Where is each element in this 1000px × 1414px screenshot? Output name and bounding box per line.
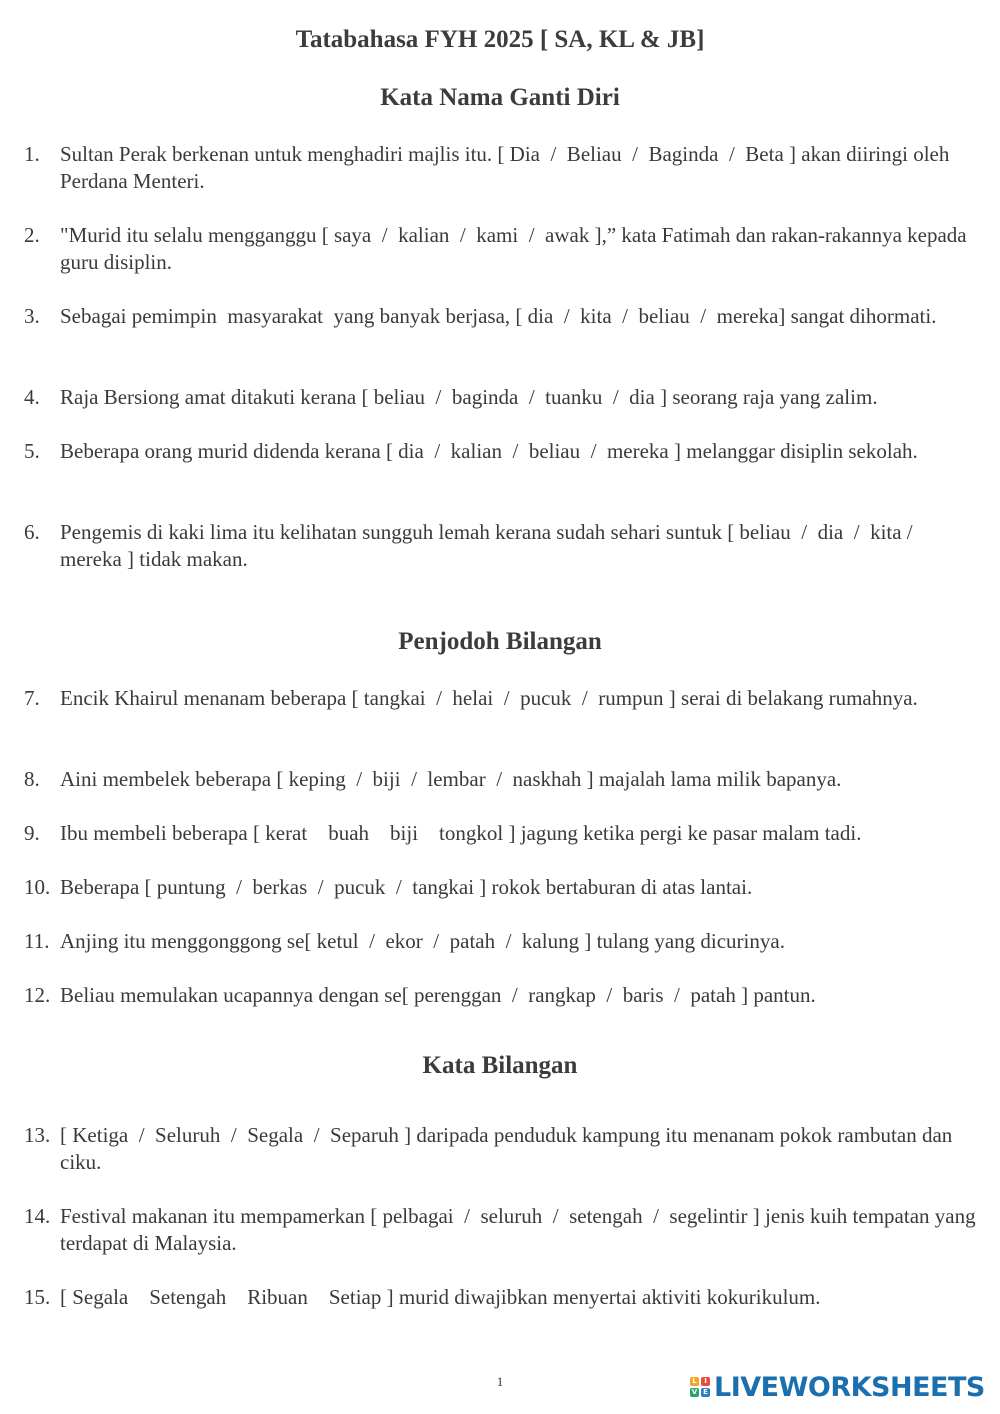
logo-text: LIVEWORKSHEETS [714,1371,985,1403]
question-15 [24,1284,984,1311]
question-10 [24,874,984,901]
question-text: [ Segala Setengah Ribuan Setiap ] murid diwajibkan menyertai aktiviti kokurikulum. [60,1285,821,1309]
liveworksheets-logo [690,1370,985,1404]
question-text: Pengemis di kaki lima itu kelihatan sungguh lemah kerana sudah sehari suntuk [ beliau / dia / kita / mereka ] tidak makan. [60,520,924,571]
question-number: 7. [24,686,40,710]
question-6 [24,519,984,573]
question-number: 1. [24,142,40,166]
question-11 [24,928,984,955]
question-9 [24,820,984,847]
question-text: Anjing itu menggonggong se[ ketul / ekor / patah / kalung ] tulang yang dicurinya. [60,929,785,953]
question-text: [ Ketiga / Seluruh / Segala / Separuh ] daripada penduduk kampung itu menanam pokok rambutan dan ciku. [60,1123,958,1174]
question-text: Raja Bersiong amat ditakuti kerana [ beliau / baginda / tuanku / dia ] seorang raja yang zalim. [60,385,878,409]
question-number: 10. [24,875,51,899]
question-3 [24,303,984,330]
question-4 [24,384,984,411]
question-text: "Murid itu selalu mengganggu [ saya / kalian / kami / awak ],” kata Fatimah dan rakan-rakannya kepada guru disiplin. [60,223,972,274]
logo-mark-tile: V [691,1388,698,1396]
section-heading-penjodoh-bilangan: Penjodoh Bilangan [398,628,602,655]
question-number: 2. [24,223,40,247]
question-number: 15. [24,1285,51,1309]
question-5 [24,438,984,465]
question-number: 13. [24,1123,51,1147]
question-2 [24,222,984,276]
question-7 [24,685,984,712]
section-heading-kata-nama-ganti-diri: Kata Nama Ganti Diri [380,84,620,111]
question-number: 12. [24,983,51,1007]
question-text: Beberapa [ puntung / berkas / pucuk / tangkai ] rokok bertaburan di atas lantai. [60,875,753,899]
question-text: Sebagai pemimpin masyarakat yang banyak berjasa, [ dia / kita / beliau / mereka] sangat dihormati. [60,304,937,328]
question-text: Encik Khairul menanam beberapa [ tangkai / helai / pucuk / rumpun ] serai di belakang rumahnya. [60,686,918,710]
question-text: Festival makanan itu mempamerkan [ pelbagai / seluruh / setengah / segelintir ] jenis kuih tempatan yang terdapat di Malaysia. [60,1204,981,1255]
question-14 [24,1203,984,1257]
logo-mark-tile: L [690,1377,699,1386]
question-1 [24,141,984,195]
question-number: 14. [24,1204,51,1228]
page-number: 1 [496,1374,504,1389]
question-12 [24,982,984,1009]
question-8 [24,766,984,793]
question-number: 3. [24,304,40,328]
question-text: Sultan Perak berkenan untuk menghadiri majlis itu. [ Dia / Beliau / Baginda / Beta ] akan diiringi oleh Perdana Menteri. [60,142,955,193]
logo-mark-tile: E [701,1388,710,1397]
question-number: 8. [24,767,40,791]
page-title: Tatabahasa FYH 2025 [ SA, KL & JB] [295,26,705,53]
question-13 [24,1122,984,1176]
question-text: Beberapa orang murid didenda kerana [ dia / kalian / beliau / mereka ] melanggar disiplin sekolah. [60,439,918,463]
question-text: Beliau memulakan ucapannya dengan se[ perenggan / rangkap / baris / patah ] pantun. [60,983,816,1007]
question-text: Aini membelek beberapa [ keping / biji / lembar / naskhah ] majalah lama milik bapanya. [60,767,842,791]
question-text: Ibu membeli beberapa [ kerat buah biji tongkol ] jagung ketika pergi ke pasar malam tadi. [60,821,862,845]
section-heading-kata-bilangan: Kata Bilangan [422,1052,578,1079]
question-number: 9. [24,821,40,845]
question-number: 11. [24,929,50,953]
question-number: 6. [24,520,40,544]
question-number: 4. [24,385,40,409]
liveworksheets-mark-icon [690,1377,710,1397]
logo-mark-tile: I [701,1377,710,1386]
question-number: 5. [24,439,40,463]
